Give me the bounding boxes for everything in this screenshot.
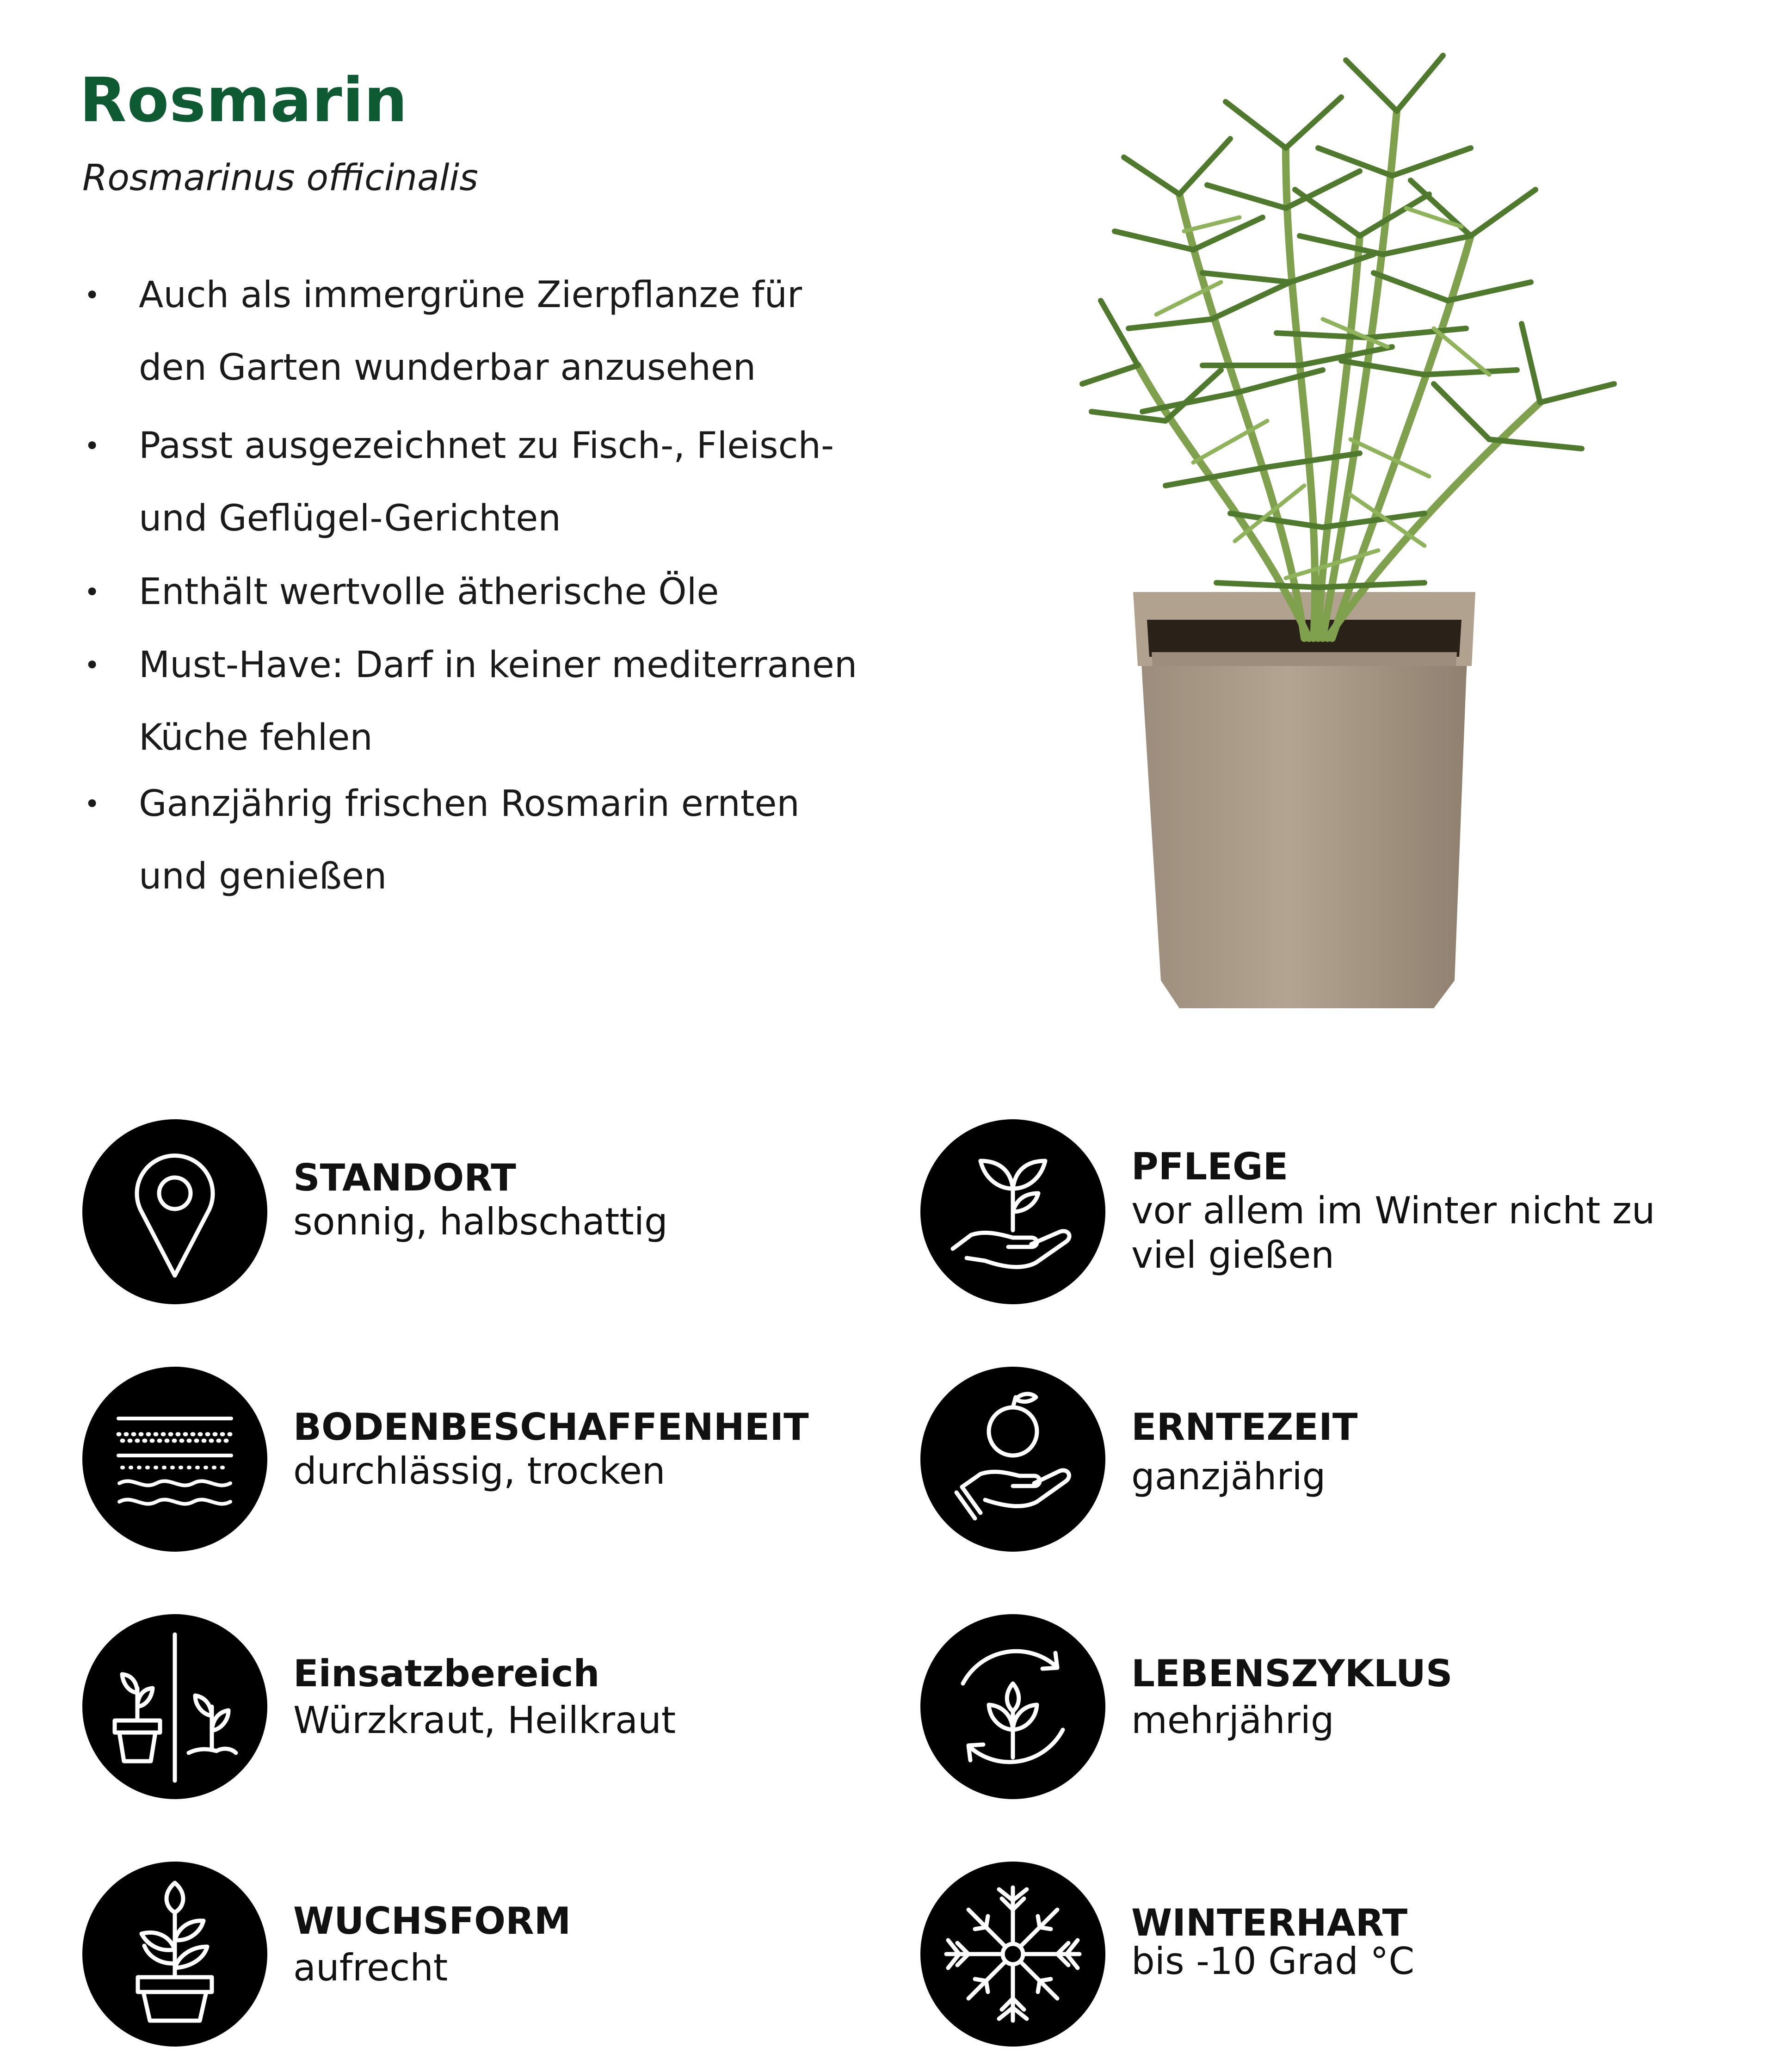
location-pin-icon — [82, 1119, 267, 1304]
bullet-item — [84, 410, 870, 555]
feature-value: mehrjährig — [1131, 1699, 1334, 1742]
feature-title: ERNTEZEIT — [1131, 1406, 1358, 1449]
feature-title: STANDORT — [293, 1156, 516, 1199]
pot-and-ground-plant-icon — [82, 1614, 267, 1799]
feature-title: WUCHSFORM — [293, 1899, 571, 1942]
feature-title: Einsatzbereich — [293, 1652, 600, 1695]
feature-einsatz — [82, 1614, 869, 1808]
bullet-dot-icon: • — [84, 788, 100, 820]
bullet-item — [84, 556, 870, 629]
soil-layers-icon — [82, 1367, 267, 1552]
fruit-in-hand-icon — [920, 1367, 1105, 1552]
plant-cycle-icon — [920, 1614, 1105, 1799]
feature-value: bis -10 Grad °C — [1131, 1940, 1415, 1983]
feature-boden — [82, 1367, 869, 1561]
rosemary-plant-image — [1027, 42, 1684, 1022]
feature-title: LEBENSZYKLUS — [1131, 1652, 1453, 1695]
latin-name: Rosmarinus officinalis — [82, 157, 478, 199]
bullet-dot-icon: • — [84, 576, 100, 608]
feature-value: durchlässig, trocken — [293, 1449, 666, 1492]
feature-title: BODENBESCHAFFENHEIT — [293, 1406, 809, 1449]
bullet-text: Must-Have: Darf in keiner mediterranen Küche fehlen — [139, 644, 857, 758]
seedling-in-hand-icon — [920, 1119, 1105, 1304]
feature-erntezeit — [920, 1367, 1707, 1561]
feature-value: ganzjährig — [1131, 1455, 1326, 1498]
potted-plant-icon — [82, 1862, 267, 2047]
feature-value: Würzkraut, Heilkraut — [293, 1699, 676, 1742]
feature-value: sonnig, halbschattig — [293, 1200, 668, 1243]
bullet-dot-icon: • — [84, 649, 100, 681]
feature-standort — [82, 1119, 869, 1314]
feature-pflege — [920, 1119, 1707, 1314]
feature-value: aufrecht — [293, 1946, 448, 1989]
feature-title: PFLEGE — [1131, 1145, 1289, 1188]
bullet-item — [84, 259, 870, 404]
product-title: Rosmarin — [80, 65, 408, 136]
bullet-text: Auch als immergrüne Zierpflanze für den Garten wunderbar anzusehen — [139, 274, 802, 388]
bullet-dot-icon: • — [84, 430, 100, 462]
feature-value: vor allem im Winter nicht zu viel gießen — [1131, 1189, 1655, 1276]
bullet-dot-icon: • — [84, 279, 100, 311]
bullet-text: Passt ausgezeichnet zu Fisch-, Fleisch- und Geflügel-Gerichten — [139, 425, 834, 539]
bullet-text: Enthält wertvolle ätherische Öle — [139, 571, 719, 613]
snowflake-icon — [920, 1862, 1105, 2047]
feature-title: WINTERHART — [1131, 1901, 1408, 1944]
bullet-text: Ganzjährig frischen Rosmarin ernten und genießen — [139, 783, 800, 897]
feature-lebenszyklus — [920, 1614, 1707, 1808]
feature-winterhart — [920, 1862, 1707, 2056]
bullet-item — [84, 768, 870, 913]
bullet-item — [84, 629, 870, 774]
feature-wuchsform — [82, 1862, 869, 2056]
